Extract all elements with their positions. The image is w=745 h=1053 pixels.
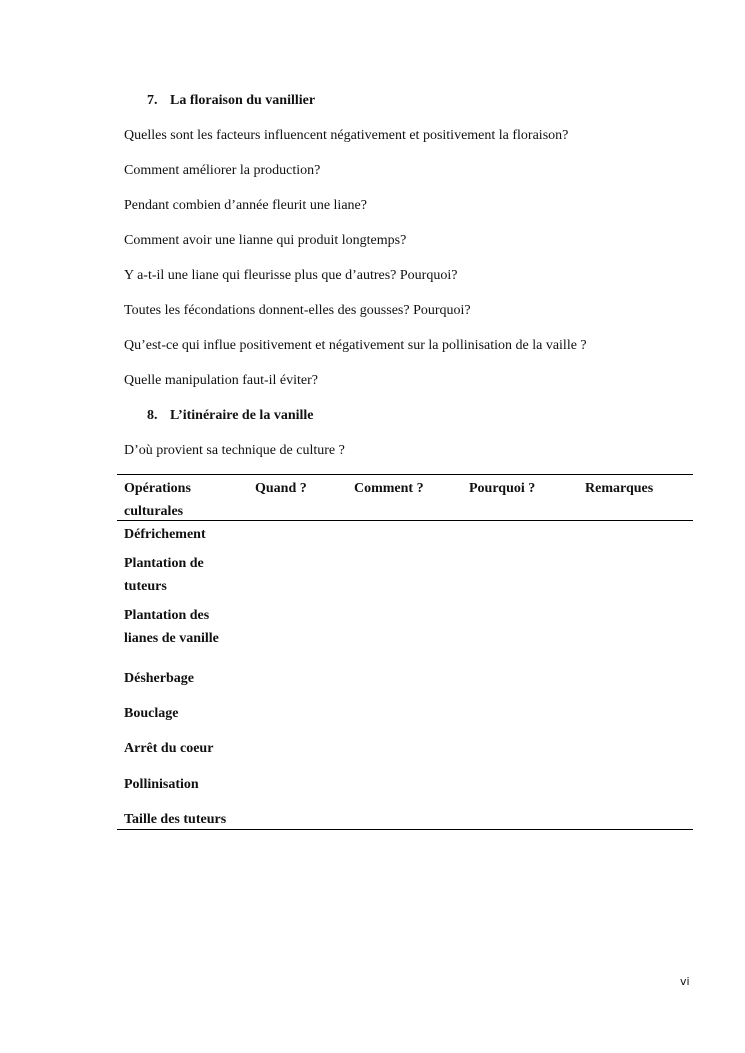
table-header-pourquoi: Pourquoi ? (469, 481, 536, 496)
table-header-rule (117, 520, 693, 521)
table-header-quand: Quand ? (255, 481, 307, 496)
section-7-heading (147, 93, 315, 109)
table-row: Bouclage (124, 706, 179, 721)
table-bottom-rule (117, 829, 693, 830)
question-liane-fleurisse: Y a-t-il une liane qui fleurisse plus que d’autres? Pourquoi? (124, 268, 458, 283)
section-7-number: 7. (147, 93, 158, 108)
table-row: Pollinisation (124, 777, 199, 792)
question-pollinisation: Qu’est-ce qui influe positivement et négativement sur la pollinisation de la vaille ? (124, 338, 587, 353)
table-header-operations: Opérations culturales (124, 481, 191, 519)
question-technique-culture: D’où provient sa technique de culture ? (124, 443, 345, 458)
question-ameliorer-production: Comment améliorer la production? (124, 163, 321, 178)
question-manipulation: Quelle manipulation faut-il éviter? (124, 373, 318, 388)
section-8-number: 8. (147, 408, 158, 423)
section-7-title: La floraison du vanillier (170, 93, 316, 108)
table-row: Plantation de tuteurs (124, 556, 204, 594)
table-row: Plantation des lianes de vanille (124, 608, 219, 646)
question-liane-longtemps: Comment avoir une lianne qui produit longtemps? (124, 233, 407, 248)
question-duree-floraison: Pendant combien d’année fleurit une liane? (124, 198, 367, 213)
table-header-comment: Comment ? (354, 481, 424, 496)
table-row: Taille des tuteurs (124, 812, 227, 827)
table-row: Désherbage (124, 671, 194, 686)
table-top-rule (117, 474, 693, 475)
question-fecondations: Toutes les fécondations donnent-elles des gousses? Pourquoi? (124, 303, 471, 318)
section-8-heading (147, 408, 314, 424)
page-number: vi (680, 975, 690, 988)
question-floraison-facteurs: Quelles sont les facteurs influencent négativement et positivement la floraison? (124, 128, 569, 143)
section-8-title: L’itinéraire de la vanille (170, 408, 314, 423)
table-row: Défrichement (124, 527, 206, 542)
table-row: Arrêt du coeur (124, 741, 214, 756)
table-header-remarques: Remarques (585, 481, 654, 496)
